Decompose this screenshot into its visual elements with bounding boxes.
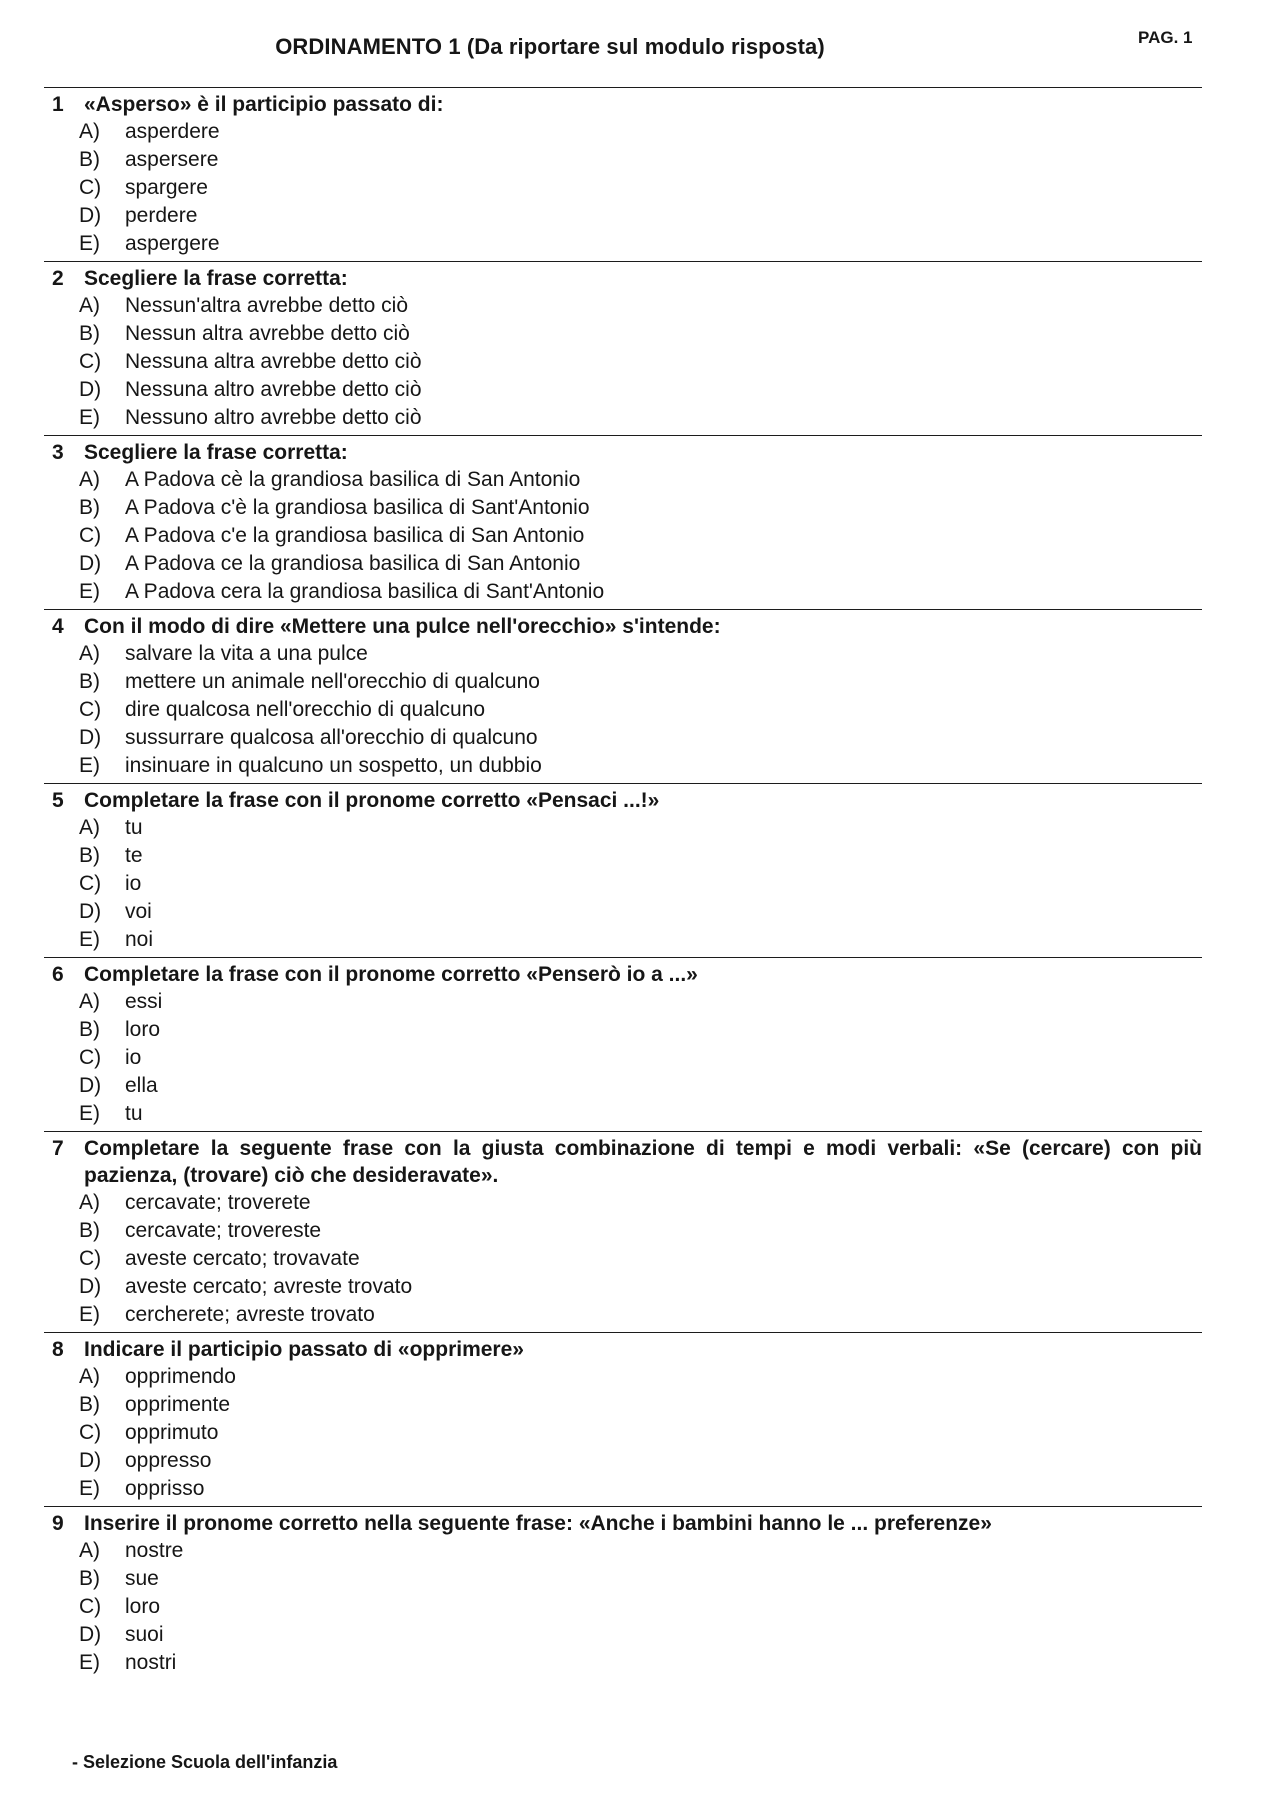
option-letter: E) [79,754,100,777]
option-letter: C) [79,1046,102,1069]
question-text: Completare la frase con il pronome corretto «Penserò io a ...» [84,963,698,986]
page-number: PAG. 1 [1138,28,1193,47]
option-letter: B) [79,496,100,519]
question-block [44,1131,1202,1332]
option-text: spargere [125,176,208,199]
option-letter: B) [79,148,100,171]
option-letter: C) [79,176,102,199]
option-letter: E) [79,1477,100,1500]
option-text: insinuare in qualcuno un sospetto, un dubbio [125,754,542,777]
answer-option [44,1475,1202,1503]
answer-option [44,870,1202,898]
answer-option [44,1391,1202,1419]
answer-option [44,202,1202,230]
answer-option [44,1537,1202,1565]
answer-options [44,1189,1202,1329]
answer-option [44,550,1202,578]
option-letter: D) [79,1275,102,1298]
answer-option [44,1072,1202,1100]
answer-option [44,1419,1202,1447]
question-number: 8 [52,1338,64,1361]
answer-option [44,1363,1202,1391]
option-letter: B) [79,670,100,693]
option-letter: B) [79,1567,100,1590]
option-text: aspergere [125,232,220,255]
option-text: Nessun altra avrebbe detto ciò [125,322,410,345]
option-letter: C) [79,1421,102,1444]
question-text: Scegliere la frase corretta: [84,441,348,464]
option-text: A Padova ce la grandiosa basilica di San Antonio [125,552,581,575]
option-letter: A) [79,468,100,491]
answer-option [44,522,1202,550]
option-text: io [125,872,142,895]
option-text: noi [125,928,154,951]
option-text: aspersere [125,148,219,171]
answer-option [44,898,1202,926]
option-text: ella [125,1074,158,1097]
option-letter: E) [79,1102,100,1125]
answer-option [44,376,1202,404]
option-text: sussurrare qualcosa all'orecchio di qualcuno [125,726,538,749]
option-letter: A) [79,1539,100,1562]
option-text: Nessuna altro avrebbe detto ciò [125,378,422,401]
option-letter: A) [79,990,100,1013]
option-text: suoi [125,1623,164,1646]
option-text: aveste cercato; trovavate [125,1247,360,1270]
answer-option [44,348,1202,376]
question-text: Indicare il participio passato di «opprimere» [84,1338,524,1361]
option-text: dire qualcosa nell'orecchio di qualcuno [125,698,486,721]
option-letter: E) [79,406,100,429]
answer-option [44,1593,1202,1621]
option-text: sue [125,1567,159,1590]
question-text: Scegliere la frase corretta: [84,267,348,290]
question-number: 3 [52,441,64,464]
answer-option [44,752,1202,780]
option-text: asperdere [125,120,220,143]
option-text: oppresso [125,1449,212,1472]
question-number: 1 [52,93,64,116]
answer-option [44,494,1202,522]
option-letter: A) [79,642,100,665]
answer-option [44,926,1202,954]
question-number: 5 [52,789,64,812]
answer-options [44,466,1202,606]
answer-option [44,578,1202,606]
option-text: opprisso [125,1477,205,1500]
question-number: 6 [52,963,64,986]
option-text: te [125,844,143,867]
option-letter: A) [79,294,100,317]
option-letter: C) [79,698,102,721]
answer-option [44,1189,1202,1217]
option-letter: D) [79,1449,102,1472]
option-letter: C) [79,1595,102,1618]
option-letter: D) [79,1074,102,1097]
answer-option [44,1100,1202,1128]
question-text: «Asperso» è il participio passato di: [84,93,444,116]
answer-option [44,1447,1202,1475]
option-text: tu [125,1102,143,1125]
option-text: nostre [125,1539,184,1562]
question-number: 4 [52,615,64,638]
question-block [44,1506,1202,1677]
answer-options [44,640,1202,780]
answer-option [44,292,1202,320]
option-text: A Padova cera la grandiosa basilica di Sant'Antonio [125,580,605,603]
answer-option [44,1273,1202,1301]
question-text: Completare la frase con il pronome corretto «Pensaci ...!» [84,789,660,812]
question-block [44,261,1202,435]
question-text: Completare la seguente frase con la giusta combinazione di tempi e modi verbali: «Se (cercare) con più pazienza, (trovare) ciò che desideravate». [84,1137,1202,1187]
answer-options [44,292,1202,432]
answer-option [44,230,1202,258]
question-number: 9 [52,1512,64,1535]
option-letter: E) [79,580,100,603]
question-block [44,87,1202,261]
question-block [44,609,1202,783]
answer-option [44,118,1202,146]
answer-option [44,1649,1202,1677]
option-letter: B) [79,322,100,345]
answer-option [44,1044,1202,1072]
answer-option [44,814,1202,842]
answer-option [44,1217,1202,1245]
option-letter: C) [79,872,102,895]
answer-options [44,1537,1202,1677]
option-letter: A) [79,1365,100,1388]
option-letter: B) [79,1018,100,1041]
answer-option [44,640,1202,668]
answer-option [44,696,1202,724]
option-text: essi [125,990,163,1013]
question-block [44,435,1202,609]
answer-options [44,118,1202,258]
option-text: opprimuto [125,1421,219,1444]
option-text: perdere [125,204,198,227]
answer-option [44,1016,1202,1044]
answer-option [44,988,1202,1016]
answer-option [44,1621,1202,1649]
option-text: A Padova cè la grandiosa basilica di San Antonio [125,468,581,491]
option-letter: C) [79,350,102,373]
option-letter: B) [79,1219,100,1242]
option-letter: E) [79,1303,100,1326]
option-text: tu [125,816,143,839]
option-text: loro [125,1595,161,1618]
answer-option [44,320,1202,348]
option-letter: E) [79,1651,100,1674]
option-text: cercavate; troverete [125,1191,311,1214]
option-letter: C) [79,524,102,547]
option-text: voi [125,900,152,923]
answer-option [44,1565,1202,1593]
option-letter: D) [79,1623,102,1646]
answer-option [44,466,1202,494]
option-letter: E) [79,928,100,951]
answer-option [44,404,1202,432]
option-letter: D) [79,204,102,227]
option-text: io [125,1046,142,1069]
question-number: 2 [52,267,64,290]
option-text: nostri [125,1651,177,1674]
option-text: aveste cercato; avreste trovato [125,1275,413,1298]
answer-option [44,174,1202,202]
answer-options [44,1363,1202,1503]
option-text: cercherete; avreste trovato [125,1303,375,1326]
option-text: Nessuna altra avrebbe detto ciò [125,350,422,373]
answer-option [44,724,1202,752]
option-letter: D) [79,378,102,401]
option-text: cercavate; trovereste [125,1219,322,1242]
option-letter: D) [79,552,102,575]
option-text: opprimente [125,1393,231,1416]
answer-option [44,668,1202,696]
answer-option [44,842,1202,870]
option-text: mettere un animale nell'orecchio di qualcuno [125,670,540,693]
option-text: Nessuno altro avrebbe detto ciò [125,406,422,429]
option-letter: C) [79,1247,102,1270]
option-letter: A) [79,120,100,143]
option-text: salvare la vita a una pulce [125,642,368,665]
option-letter: E) [79,232,100,255]
answer-options [44,814,1202,954]
page-title: ORDINAMENTO 1 (Da riportare sul modulo risposta) [275,34,825,59]
option-text: loro [125,1018,161,1041]
option-letter: B) [79,844,100,867]
option-letter: A) [79,1191,100,1214]
question-number: 7 [52,1137,64,1160]
option-letter: A) [79,816,100,839]
answer-option [44,1301,1202,1329]
answer-option [44,1245,1202,1273]
option-letter: D) [79,900,102,923]
answer-option [44,146,1202,174]
question-block [44,957,1202,1131]
question-text: Inserire il pronome corretto nella seguente frase: «Anche i bambini hanno le ... preferenze» [84,1512,992,1535]
question-block [44,1332,1202,1506]
question-list [44,87,1202,1677]
option-text: A Padova c'è la grandiosa basilica di Sant'Antonio [125,496,590,519]
option-text: Nessun'altra avrebbe detto ciò [125,294,409,317]
question-block [44,783,1202,957]
question-text: Con il modo di dire «Mettere una pulce nell'orecchio» s'intende: [84,615,721,638]
option-text: opprimendo [125,1365,236,1388]
option-text: A Padova c'e la grandiosa basilica di San Antonio [125,524,585,547]
option-letter: D) [79,726,102,749]
answer-options [44,988,1202,1128]
footer-note: - Selezione Scuola dell'infanzia [72,1752,338,1772]
option-letter: B) [79,1393,100,1416]
